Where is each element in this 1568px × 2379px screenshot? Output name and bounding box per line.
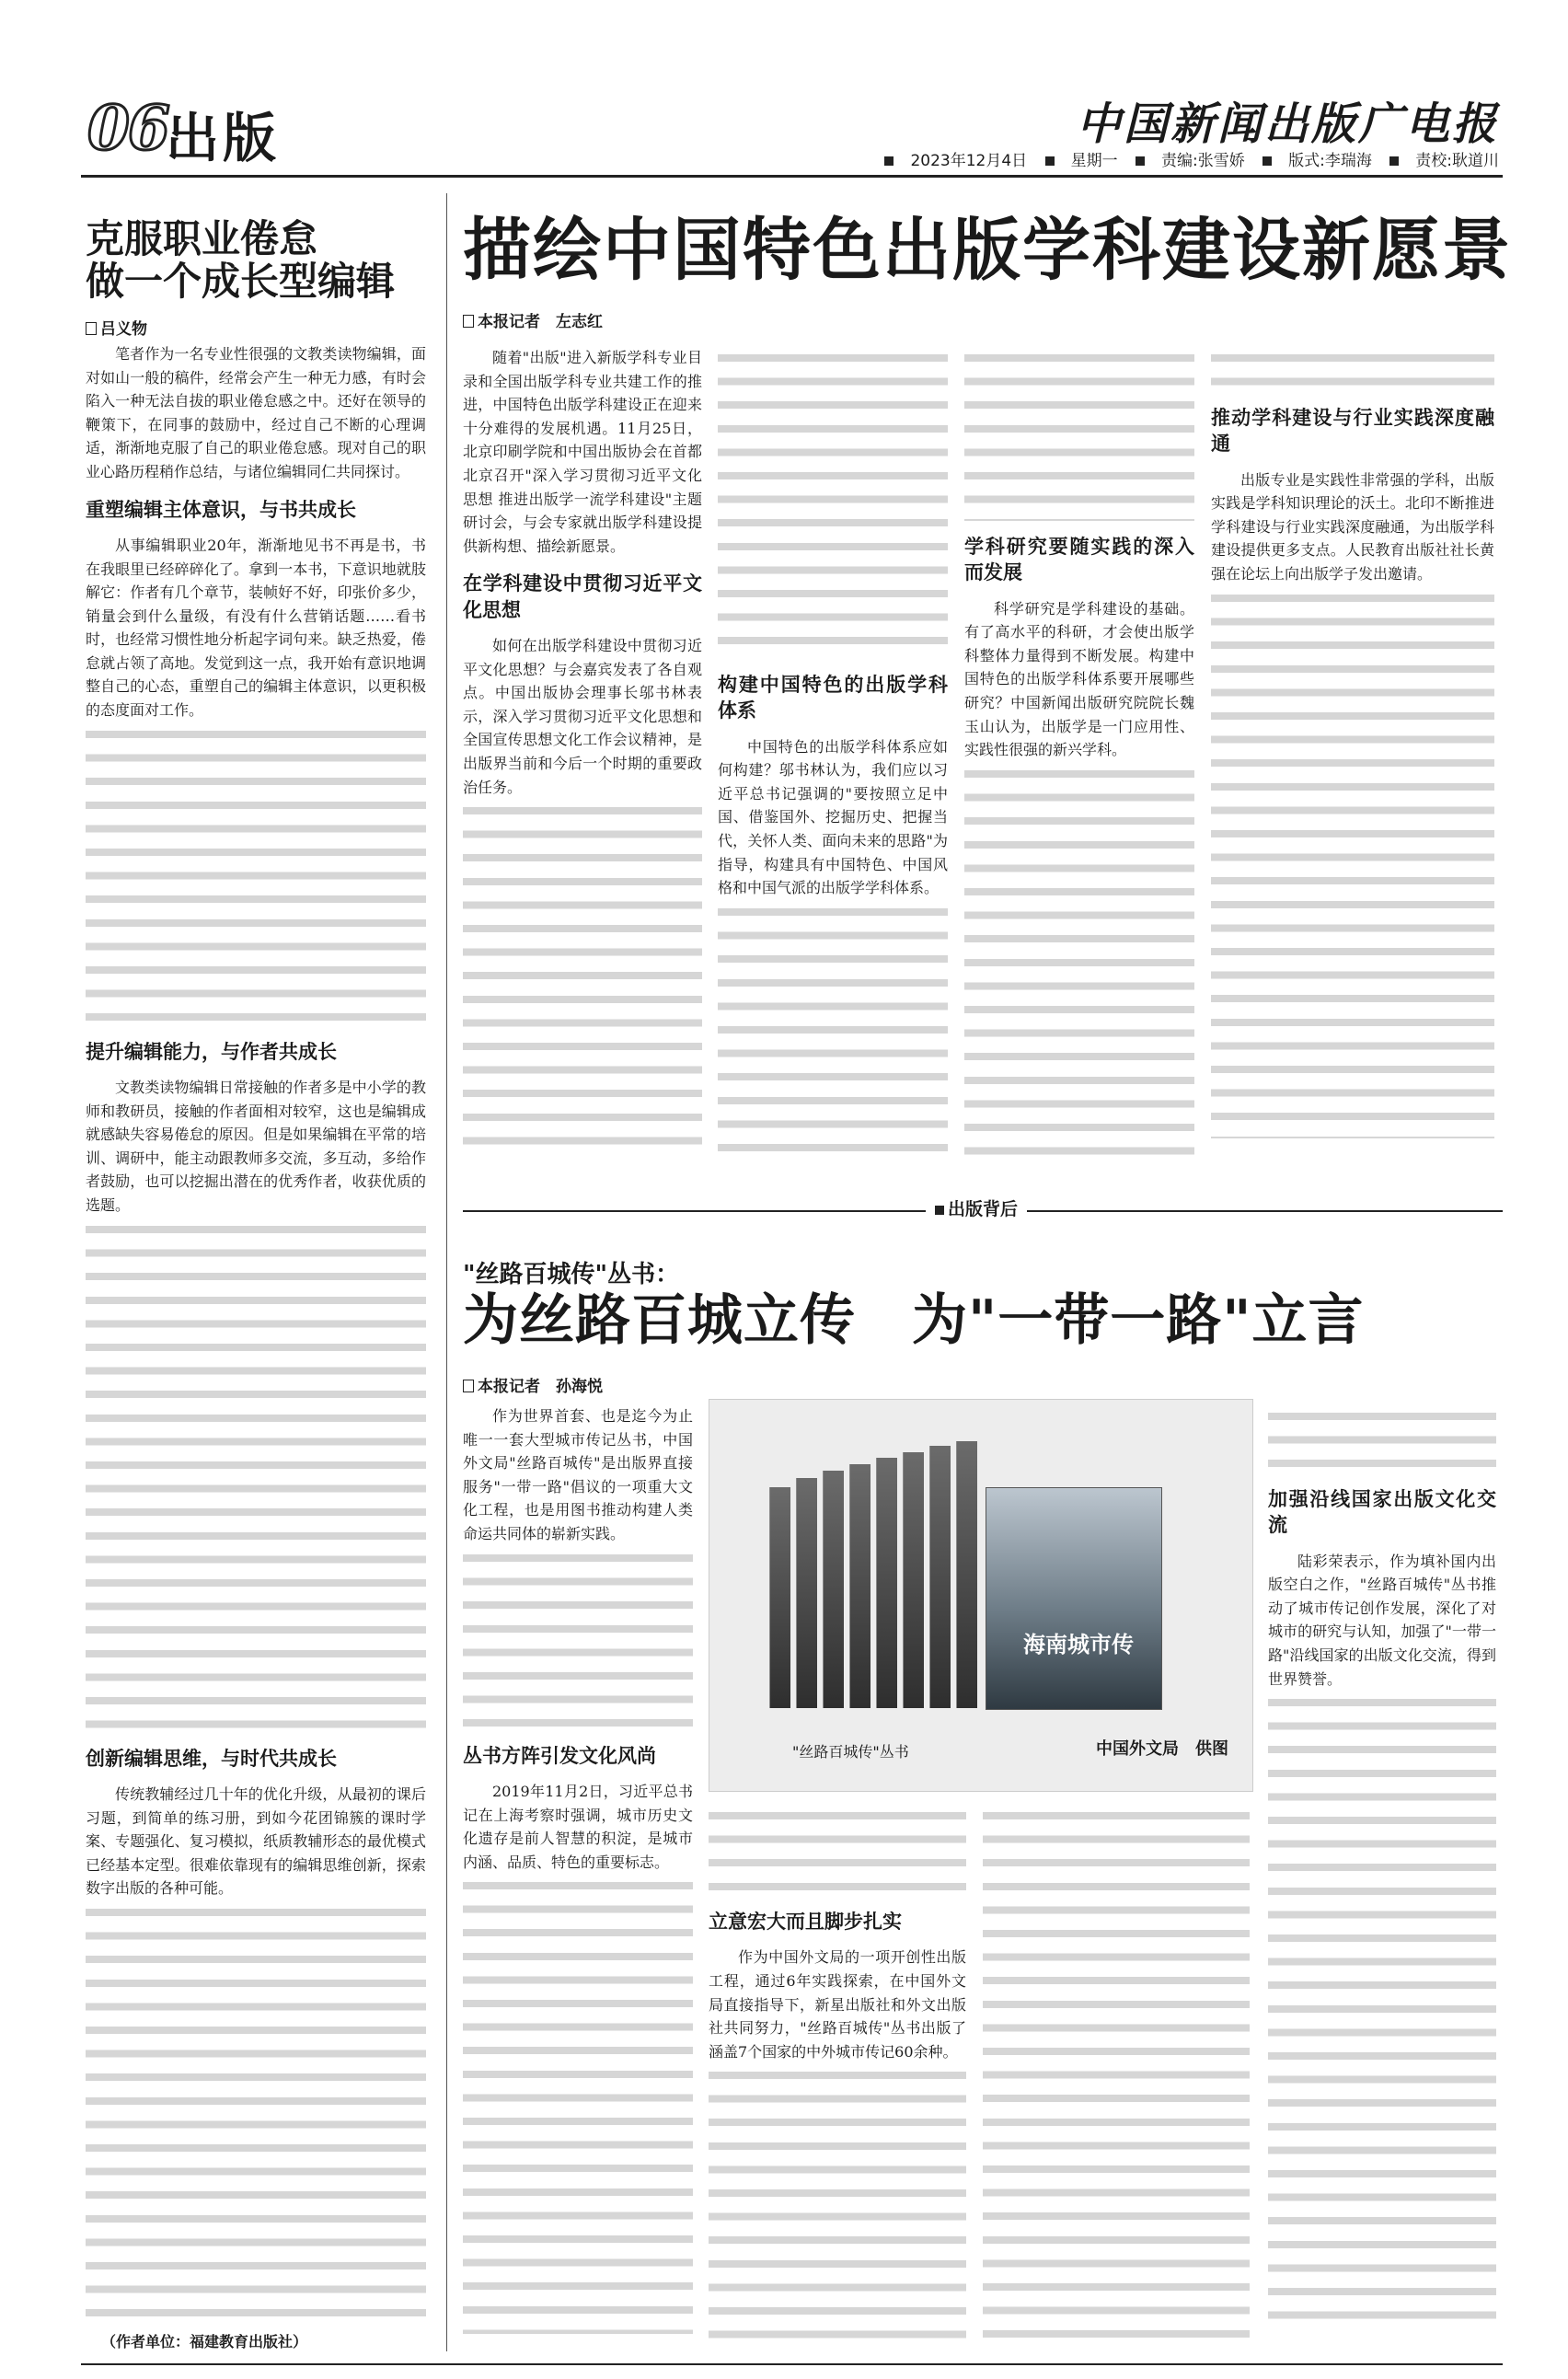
- text-block: [86, 1900, 426, 2330]
- layout-credit: 版式:李瑞海: [1288, 152, 1372, 170]
- left-author-unit: （作者单位：福建教育出版社）: [101, 2333, 308, 2350]
- main-lead: 随着"出版"进入新版学科专业目录和全国出版学科专业共建工作的推进，中国特色出版学科建设正在迎来十分难得的发展机遇。11月25日，北京印刷学院和中国出版协会在首都北京召开"深入学习贯彻习近平文化思想 推进出版学一流学科建设"主题研讨会，与会专家就出版学科建设提供新构想、描绘新愿景。: [463, 349, 702, 555]
- main-author: 本报记者 左志红: [478, 313, 603, 331]
- bottom-paragraph-3: 作为中国外文局的一项开创性出版工程，通过6年实践探索，在中国外文局直接指导下，新星出版社和外文出版社共同努力，"丝路百城传"丛书出版了涵盖7个国家的中外城市传记60余种。: [709, 1948, 966, 2061]
- column-divider: [446, 193, 447, 2351]
- bottom-author: 本报记者 孙海悦: [478, 1378, 603, 1396]
- text-block: [1268, 1691, 1496, 2335]
- book-series-photo: [709, 1399, 1253, 1792]
- main-subhead-3: 学科研究要随实践的深入而发展: [964, 536, 1194, 584]
- text-block: [1211, 346, 1494, 392]
- main-column-2: [718, 346, 948, 1156]
- editor-credit: 责编:张雪娇: [1160, 152, 1245, 170]
- book-spines: [769, 1432, 977, 1708]
- bottom-column-3: [983, 1804, 1250, 2356]
- bottom-column-4: [1268, 1404, 1496, 2357]
- header-rule: [81, 175, 1503, 178]
- left-paragraph-2: 文教类读物编辑日常接触的作者多是中小学的教师和教研员，接触的作者面相对较窄，这也是编辑成就感缺失容易倦怠的原因。但是如果编辑在平常的培训、调研中，能主动跟教师多交流，多互动，多给作者鼓励，也可以挖掘出潜在的优秀作者，收获优质的选题。: [86, 1079, 426, 1214]
- book-title: 海南城市传: [1023, 1631, 1134, 1657]
- left-subhead-3: 创新编辑思维，与时代共成长: [86, 1747, 337, 1770]
- left-paragraph-3: 传统教辅经过几十年的优化升级，从最初的课后习题，到简单的练习册，到如今花团锦簇的课时学案、专题强化、复习模拟，纸质教辅形态的最优模式已经基本定型。很难依靠现有的编辑思维创新，探索数字出版的各种可能。: [86, 1784, 426, 1898]
- text-block: [709, 1804, 966, 1896]
- bottom-kicker: "丝路百城传"丛书：: [463, 1261, 680, 1288]
- main-subhead-4: 推动学科建设与行业实践深度融通: [1211, 407, 1494, 456]
- text-block: [86, 1218, 426, 1733]
- text-block: [1211, 586, 1494, 1138]
- main-column-3: [964, 346, 1194, 1156]
- bottom-subhead-3: 加强沿线国家出版文化交流: [1268, 1488, 1496, 1537]
- main-byline: [463, 308, 603, 331]
- main-paragraph-4: 出版专业是实践性非常强的学科，出版实践是学科知识理论的沃土。北印不断推进学科建设与行业实践深度融通，为出版学科建设提供更多支点。人民教育出版社社长黄强在论坛上向出版学子发出邀请。: [1211, 470, 1494, 583]
- main-subhead-2: 构建中国特色的出版学科体系: [718, 674, 948, 722]
- issue-date: 2023年12月4日: [910, 152, 1028, 170]
- main-headline: 描绘中国特色出版学科建设新愿景: [463, 211, 1512, 290]
- photo-credit: 中国外文局 供图: [1096, 1739, 1228, 1759]
- main-paragraph-1: 如何在出版学科建设中贯彻习近平文化思想？与会嘉宾发表了各自观点。中国出版协会理事长邬书林表示，深入学习贯彻习近平文化思想和全国宣传思想文化工作会议精神，是出版界当前和今后一个时期的重要政治任务。: [463, 637, 702, 796]
- text-block: [463, 799, 702, 1156]
- bottom-column-1: [463, 1404, 693, 2357]
- issue-weekday: 星期一: [1070, 152, 1118, 170]
- main-paragraph-2: 中国特色的出版学科体系应如何构建？邬书林认为，我们应以习近平总书记强调的"要按照立足中国、借鉴国外、挖掘历史、把握当代，关怀人类、面向未来的思路"为指导，构建具有中国特色、中国风格和中国气派的出版学学科体系。: [718, 737, 948, 897]
- text-block: [718, 346, 948, 659]
- bottom-byline: [463, 1373, 603, 1396]
- issue-meta: [871, 147, 1499, 170]
- bottom-headline: 为丝路百城立传 为"一带一路"立言: [463, 1288, 1365, 1353]
- text-block: [1268, 1404, 1496, 1473]
- photo-caption: "丝路百城传"丛书: [792, 1743, 909, 1761]
- left-title-line1: 克服职业倦怠: [86, 216, 318, 261]
- left-paragraph-1: 从事编辑职业20年，渐渐地见书不再是书，书在我眼里已经碎碎化了。拿到一本书，下意识地就肢解它：作者有几个章节，装帧好不好，印张价多少，销量会到什么量级，有没有什么营销话题……看书时，也经常习惯性地分析起字词句来。缺乏热爱，倦怠就占领了高地。发觉到这一点，我开始有意识地调整自己的心态，重塑自己的编辑主体意识，以更积极的态度面对工作。: [86, 536, 426, 720]
- left-intro: 笔者作为一名专业性很强的文教类读物编辑，面对如山一般的稿件，经常会产生一种无力感，有时会陷入一种无法自拔的职业倦怠感之中。还好在领导的鞭策下，在同事的鼓励中，经过自己不断的心理调适，渐渐地克服了自己的职业倦怠感。现对自己的职业心路历程稍作总结，与诸位编辑同仁共同探讨。: [86, 345, 426, 480]
- section-tag: 出版背后: [926, 1195, 1027, 1220]
- section-title: 出版: [166, 107, 281, 169]
- bottom-paragraph-1: 作为世界首套、也是迄今为止唯一一套大型城市传记丛书，中国外文局"丝路百城传"是出版界直接服务"一带一路"倡议的一项重大文化工程，也是用图书推动构建人类命运共同体的崭新实践。: [463, 1407, 693, 1542]
- bottom-column-2: [709, 1804, 966, 2356]
- main-subhead-1: 在学科建设中贯彻习近平文化思想: [463, 572, 702, 621]
- bottom-subhead-1: 丛书方阵引发文化风尚: [463, 1744, 656, 1767]
- left-subhead-2: 提升编辑能力，与作者共成长: [86, 1040, 337, 1063]
- bottom-subhead-2: 立意宏大而且脚步扎实: [709, 1911, 902, 1933]
- text-block: [463, 1874, 693, 2334]
- proof-credit: 责校:耿道川: [1415, 152, 1499, 170]
- text-block: [964, 762, 1194, 1156]
- text-block: [983, 1804, 1250, 2338]
- left-author: 吕义物: [100, 320, 147, 340]
- page-number: 06: [87, 92, 168, 164]
- text-block: [718, 900, 948, 1156]
- text-block: [709, 2063, 966, 2339]
- book-cover: [986, 1487, 1162, 1710]
- left-title-line2: 做一个成长型编辑: [86, 259, 396, 305]
- main-column-4: [1211, 346, 1494, 1156]
- left-byline: [86, 316, 435, 339]
- main-paragraph-3: 科学研究是学科建设的基础。有了高水平的科研，才会使出版学科整体力量得到不断发展。构建中国特色的出版学科体系要开展哪些研究？中国新闻出版研究院院长魏玉山认为，出版学是一门应用性、实践性很强的新兴学科。: [964, 599, 1194, 759]
- text-block: [964, 346, 1194, 521]
- left-article-title: [86, 218, 435, 339]
- text-block: [463, 1546, 693, 1730]
- left-article-body: [86, 342, 426, 2330]
- left-subhead-1: 重塑编辑主体意识，与书共成长: [86, 498, 356, 521]
- text-block: [86, 722, 426, 1026]
- main-column-1: [463, 346, 702, 1156]
- bottom-paragraph-2: 2019年11月2日，习近平总书记在上海考察时强调，城市历史文化遗存是前人智慧的积淀，是城市内涵、品质、特色的重要标志。: [463, 1782, 693, 1871]
- footer-rule: [81, 2363, 1503, 2365]
- newspaper-masthead: 中国新闻出版广电报: [1076, 98, 1499, 150]
- bottom-paragraph-4: 陆彩荣表示，作为填补国内出版空白之作，"丝路百城传"丛书推动了城市传记创作发展，深化了对城市的研究与认知，加强了"一带一路"沿线国家的出版文化交流，得到世界赞誉。: [1268, 1552, 1496, 1688]
